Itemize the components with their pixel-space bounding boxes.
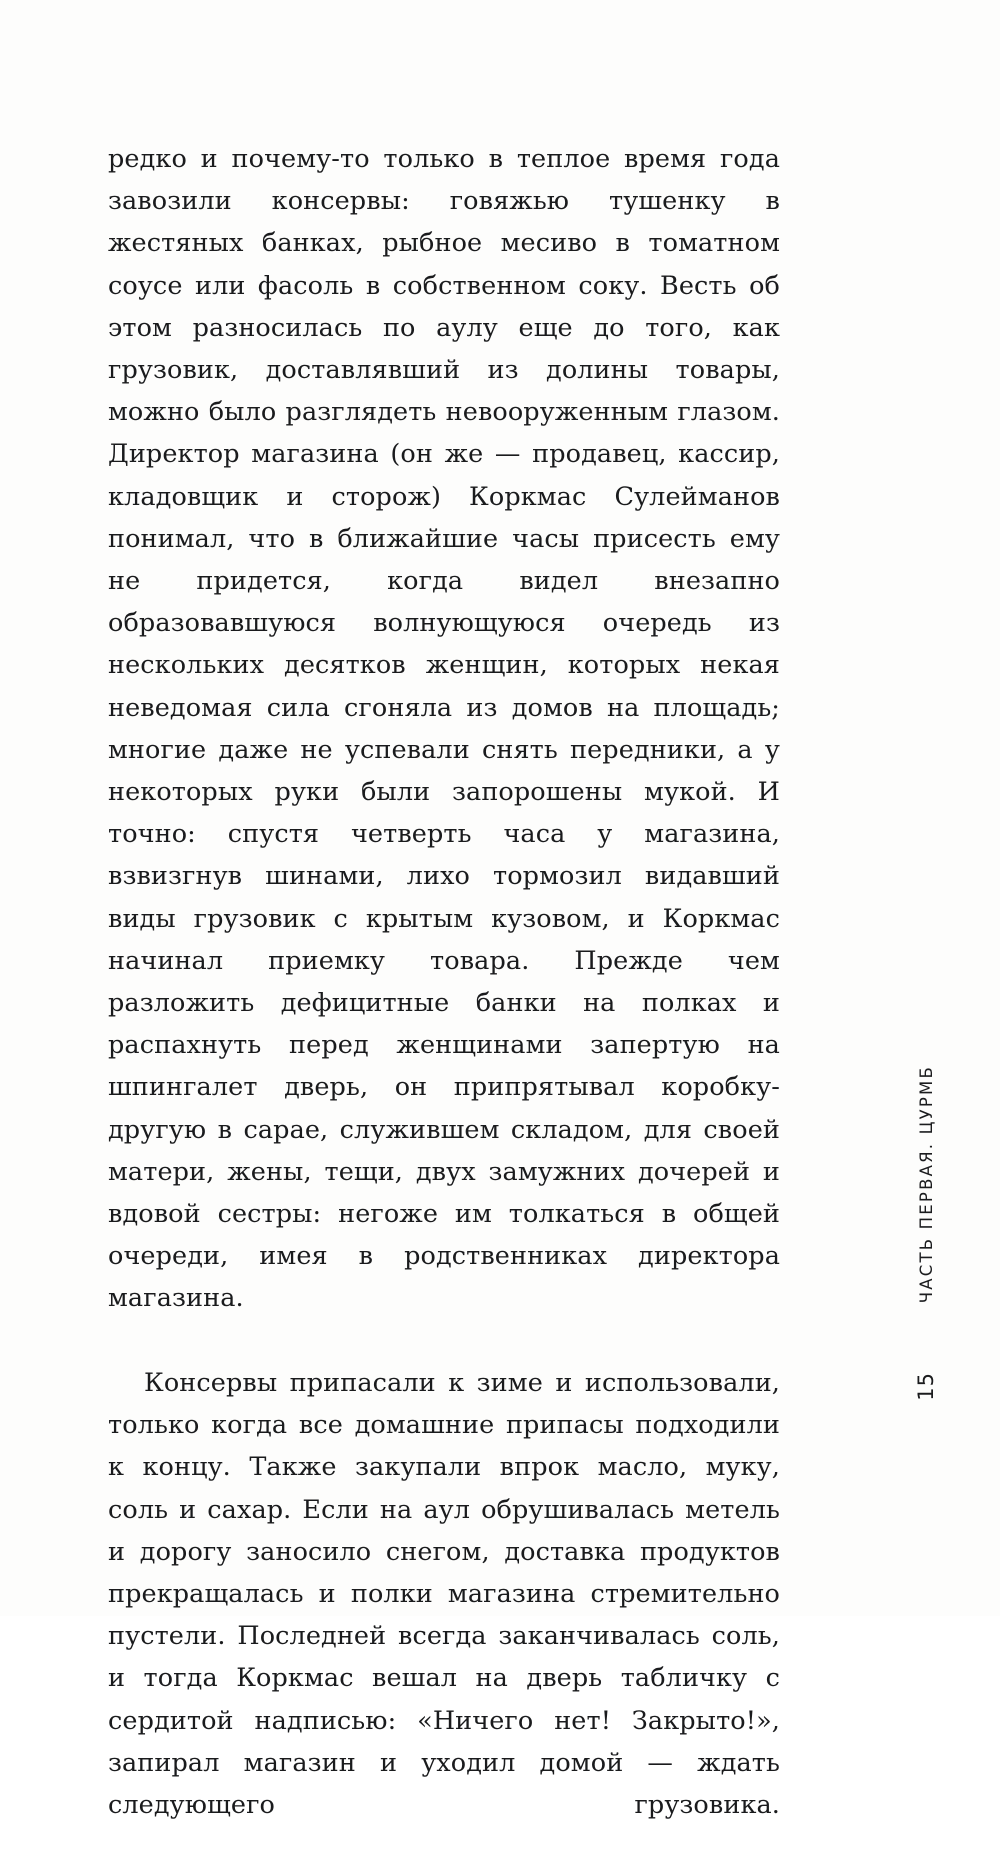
page-margin-marks xyxy=(902,0,962,1616)
body-text-column xyxy=(108,138,780,1868)
paragraph: редко и почему-то только в теплое время года завозили консервы: говяжью тушенку в жестяных банках, рыбное месиво в томатном соусе или фасоль в собственном соку. Весть об этом разносилась по аулу еще до того, как грузовик, доставлявший из долины товары, можно было разглядеть невооруженным глазом. Директор магазина (он же — продавец, кассир, кладовщик и сторож) Коркмас Сулейманов понимал, что в ближайшие часы присесть ему не придется, когда видел внезапно образовавшуюся волнующуюся очередь из нескольких десятков женщин, которых некая неведомая сила сгоняла из домов на площадь; многие даже не успевали снять передники, а у некоторых руки были запорошены мукой. И точно: спустя четверть часа у магазина, взвизгнув шинами, лихо тормозил видавший виды грузовик с крытым кузовом, и Коркмас начинал приемку товара. Прежде чем разложить дефицитные банки на полках и распахнуть перед женщинами запертую на шпингалет дверь, он припрятывал коробку-другую в сарае, служившем складом, для своей матери, жены, тещи, двух замужних дочерей и вдовой сестры: негоже им толкаться в общей очереди, имея в родственниках директора магазина. xyxy=(108,144,780,1314)
paragraph: Консервы припасали к зиме и использовали, только когда все домашние припасы подходили к концу. Также закупали впрок масло, муку, соль и сахар. Если на аул обрушивалась метель и дорогу заносило снегом, доставка продуктов прекращалась и полки магазина стремительно пустели. Последней всегда заканчивалась соль, и тогда Коркмас вешал на дверь табличку с сердитой надписью: «Ничего нет! Закрыто!», запирал магазин и уходил домой — ждать следующего грузовика. xyxy=(108,1367,780,1820)
page-number: 15 xyxy=(914,1372,938,1401)
running-head: ЧАСТЬ ПЕРВАЯ. ЦУРМБ xyxy=(917,1065,936,1304)
